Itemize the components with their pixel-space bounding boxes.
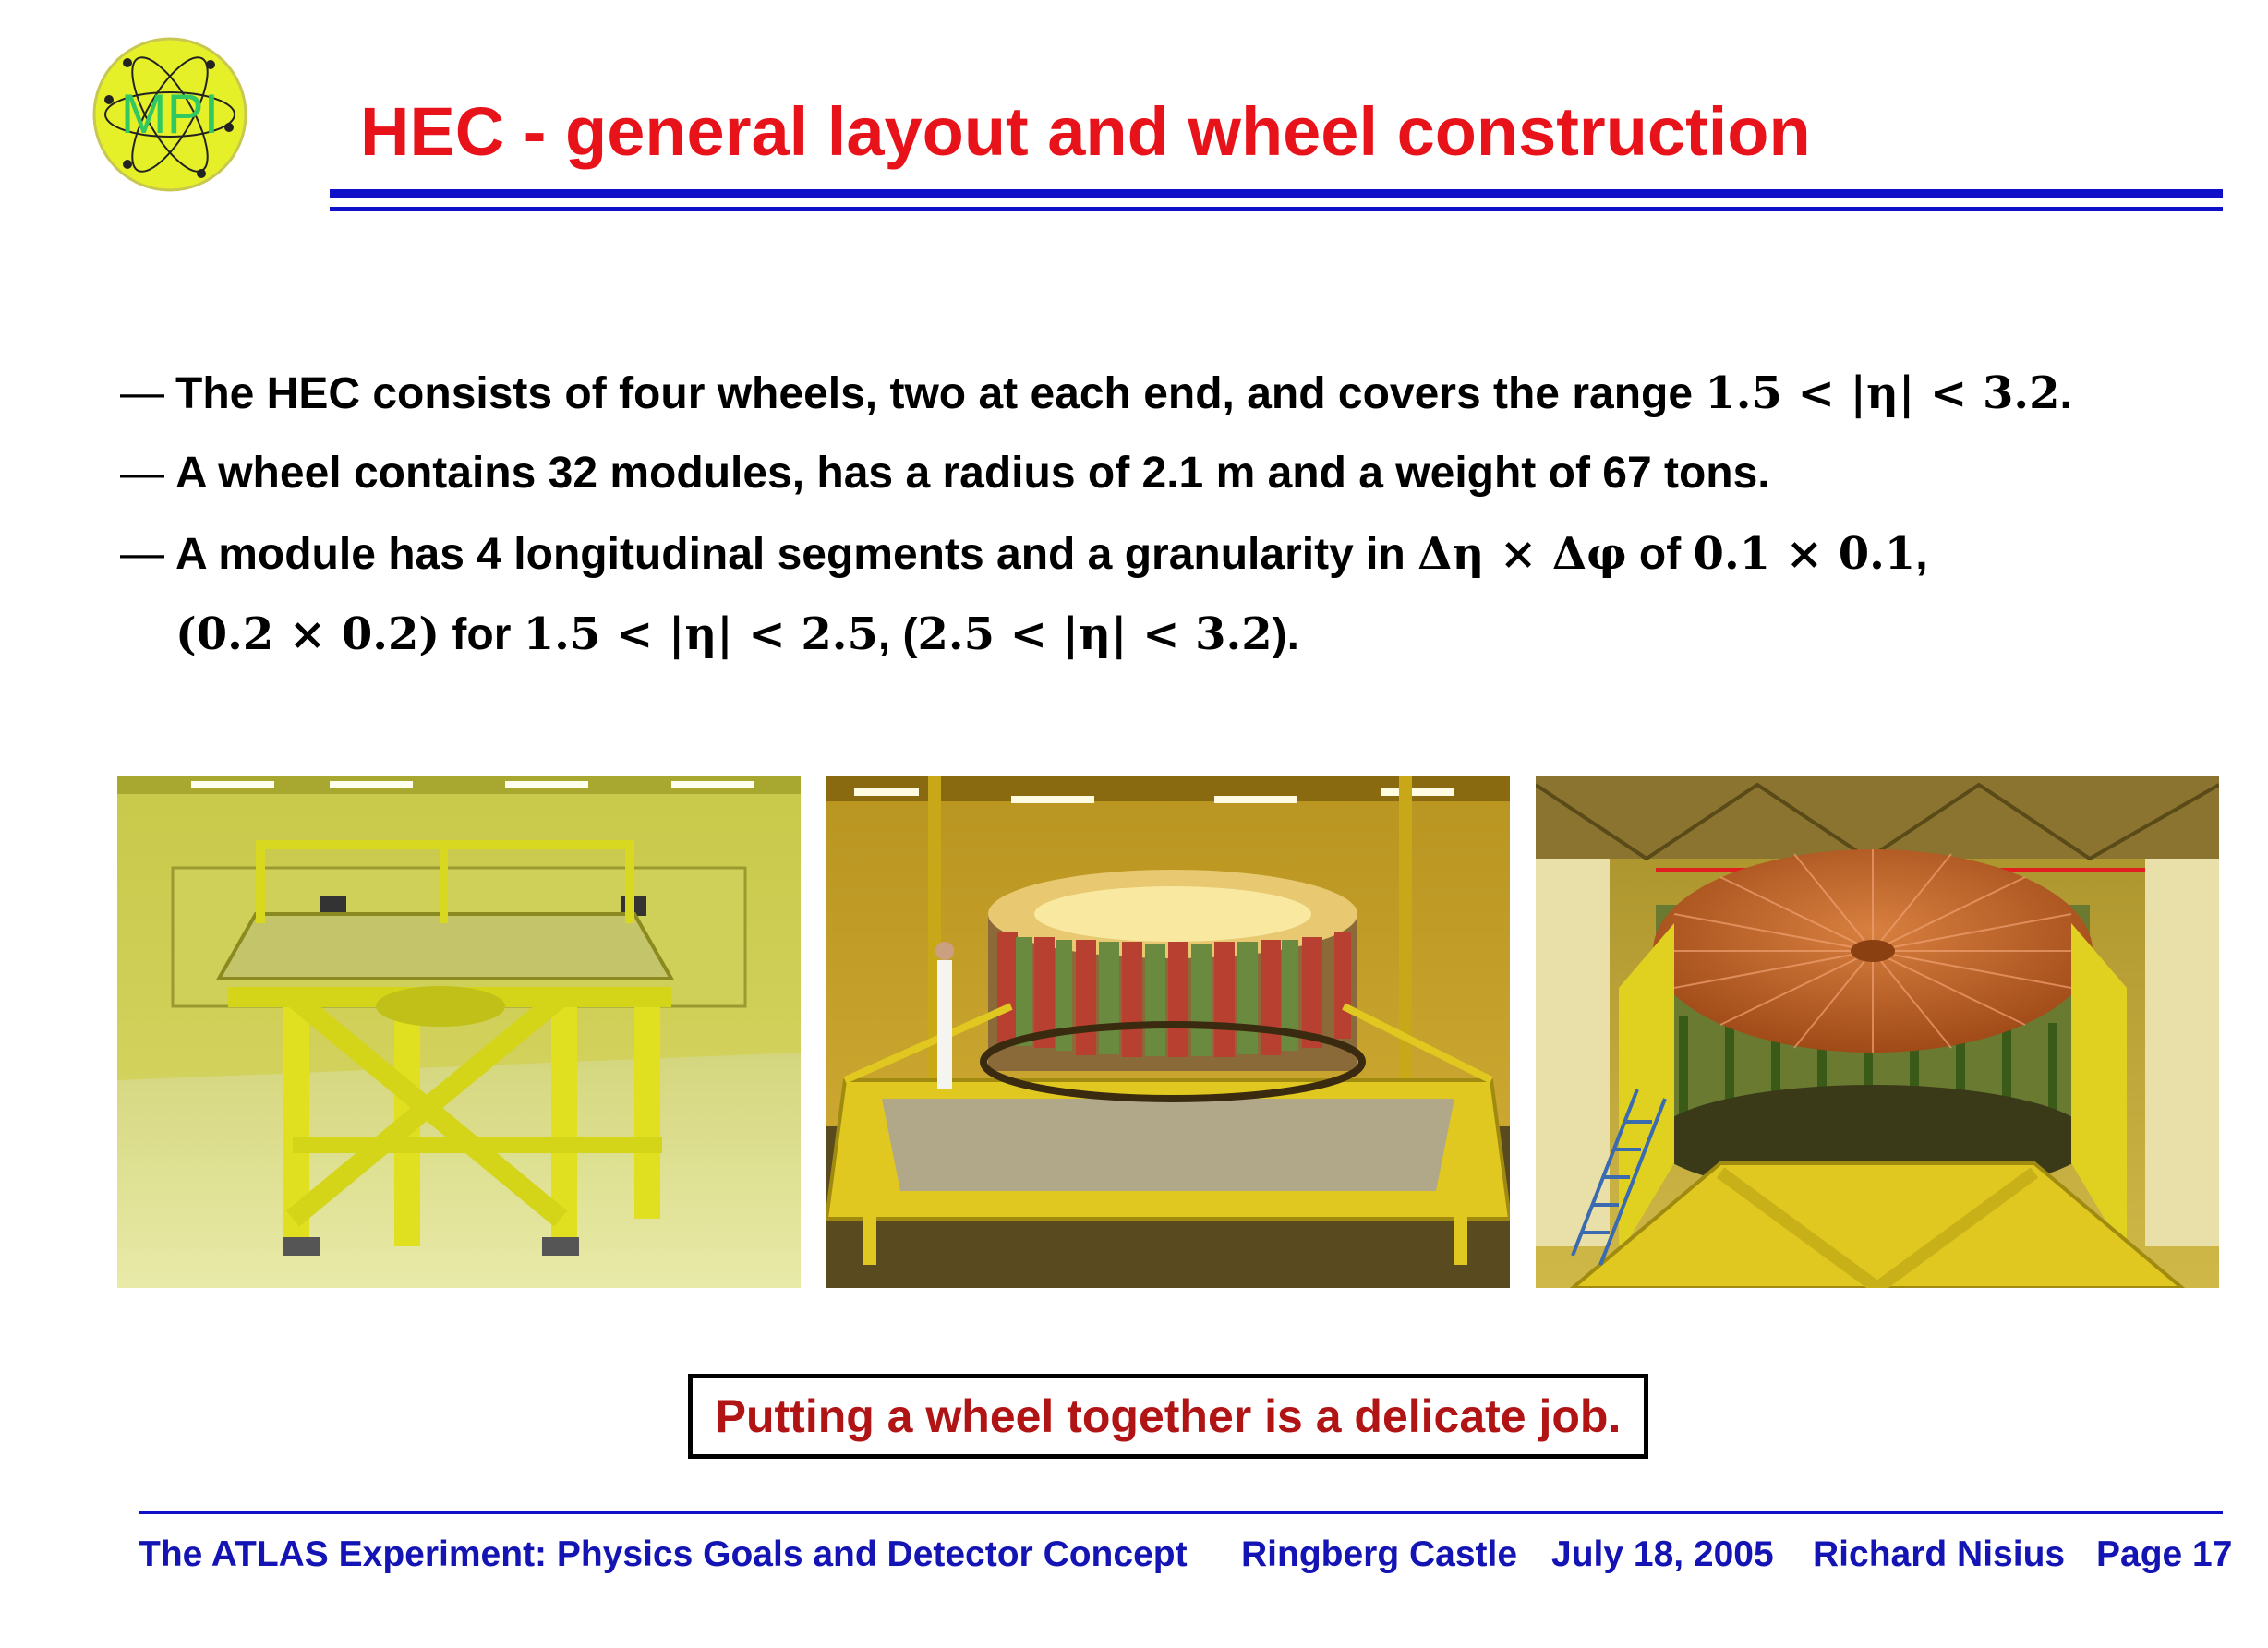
bullet-text: A module has 4 longitudinal segments and a granularity in [175, 530, 1418, 579]
caption-box [688, 1374, 1648, 1459]
photo-completed-wheel [1536, 776, 2219, 1288]
bullet-dash: — [120, 529, 164, 578]
bullet-item: — A module has 4 longitudinal segments and a granularity in Δη × Δφ of 0.1 × 0.1, [120, 528, 1928, 580]
bullet-item: — The HEC consists of four wheels, two at each end, and covers the range 1.5 < |η| < 3.2. [120, 367, 2072, 419]
bullet-list [120, 367, 2198, 689]
logo-text: MPI [120, 83, 220, 145]
photo-support-frame [117, 776, 801, 1288]
footer-author: Richard Nisius [1813, 1534, 2066, 1574]
bullet-text: The HEC consists of four wheels, two at each end, and covers the range [175, 369, 1706, 418]
bullet-continuation: (0.2 × 0.2) for 1.5 < |η| < 2.5, (2.5 < |η| < 3.2). [175, 608, 1299, 660]
title-rule-thick [330, 189, 2223, 198]
title-rule-thin [330, 207, 2223, 211]
footer-date: July 18, 2005 [1551, 1534, 1774, 1574]
slide-title: HEC - general layout and wheel construction [360, 93, 1811, 170]
granularity-value-math: 0.1 × 0.1 [1693, 528, 1916, 580]
footer-rule [139, 1511, 2223, 1514]
granularity-math: Δη × Δφ [1418, 528, 1627, 580]
bullet-item [120, 448, 2198, 528]
eta-range-math: 1.5 < |η| < 3.2 [1705, 367, 2060, 419]
bullet-dash: — [120, 449, 164, 498]
photo-wheel-assembly [826, 776, 1510, 1288]
bullet-dash: — [120, 368, 164, 417]
footer-venue: Ringberg Castle [1241, 1534, 1518, 1574]
mpi-logo [90, 35, 249, 194]
footer-page-number: Page 17 [2096, 1534, 2233, 1574]
footer-talk-title: The ATLAS Experiment: Physics Goals and Detector Concept [139, 1534, 1188, 1574]
bullet-text: A wheel contains 32 modules, has a radius of 2.1 m and a weight of 67 tons. [175, 449, 1770, 498]
caption-text: Putting a wheel together is a delicate job. [715, 1390, 1622, 1442]
